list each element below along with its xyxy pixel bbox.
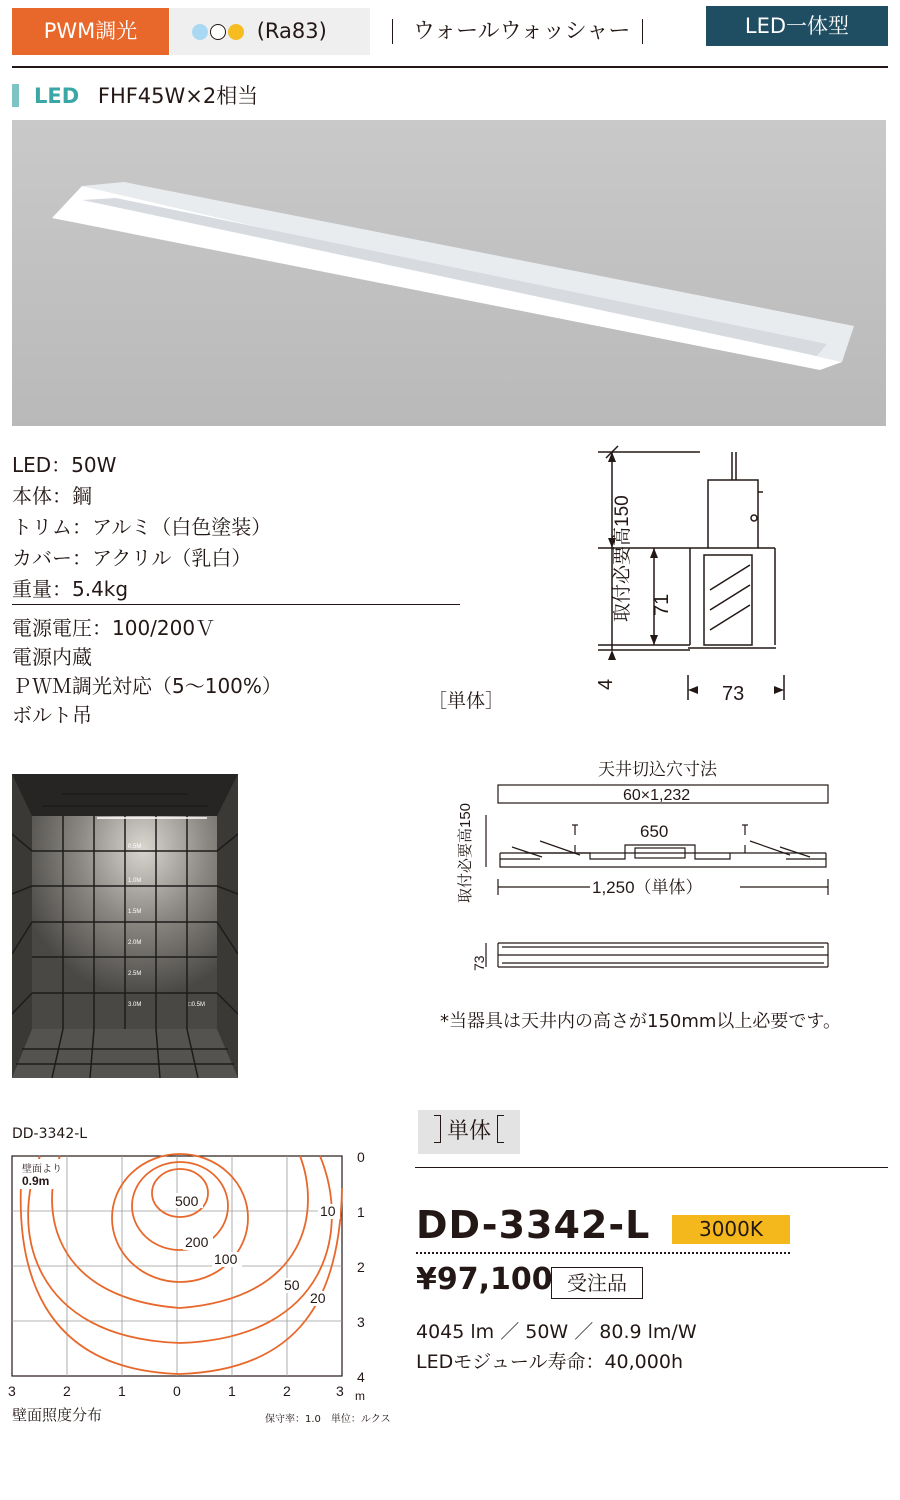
spec-item: トリム：アルミ（白色塗装） (12, 515, 272, 539)
x-unit: m (355, 1389, 365, 1403)
x-tick: 3 (336, 1383, 344, 1399)
x-tick: 3 (8, 1383, 16, 1399)
dim-4: 4 (595, 678, 617, 690)
plan-length: 1,250（単体） (592, 878, 703, 897)
price: ¥97,100 (416, 1262, 553, 1297)
distance-label: 3.0M (128, 1002, 142, 1008)
x-tick: 2 (283, 1383, 291, 1399)
room-render (12, 774, 238, 1078)
contour-label: 500 (175, 1193, 199, 1209)
from-wall-distance: 0.9m (22, 1174, 50, 1188)
distance-label: 2.0M (128, 940, 142, 946)
order-badge: 受注品 (551, 1267, 643, 1299)
distance-label: 1.5M (128, 909, 142, 915)
lamp-equivalent: LED FHF45W×2相当 (34, 84, 259, 108)
product-photo (12, 120, 886, 426)
power-item: 電源内蔵 (12, 645, 92, 669)
spec-divider (12, 604, 460, 605)
x-tick: 0 (173, 1383, 181, 1399)
x-tick: 1 (228, 1383, 236, 1399)
plan-width-label: 73 (471, 955, 487, 971)
y-tick: 4 (357, 1369, 365, 1385)
model-number: DD-3342-L (416, 1203, 651, 1247)
unit-label: ［単体］ (428, 690, 505, 712)
diagram-model: DD-3342-L (12, 1126, 88, 1142)
power-item: ボルト吊 (12, 703, 92, 727)
series-name: ウォールウォッシャー (392, 14, 643, 45)
spec-item: 本体：鋼 (12, 484, 92, 508)
grid-scale-label: □0.5M (188, 1002, 205, 1008)
spec-list (12, 450, 271, 605)
from-wall-label: 壁面より (22, 1164, 62, 1175)
product-rule (415, 1167, 888, 1168)
x-tick: 1 (118, 1383, 126, 1399)
contour-label: 20 (310, 1290, 326, 1306)
y-tick: 2 (357, 1259, 365, 1275)
model-divider (416, 1252, 790, 1254)
ceiling-note: *当器具は天井内の高さが150mm以上必要です。 (440, 1011, 841, 1032)
distance-label: 1.0M (128, 878, 142, 884)
section-height-label: 取付必要高150 (612, 495, 633, 622)
maintenance-note: 保守率：1.0 単位：ルクス (265, 1414, 391, 1425)
color-temp-badge: 3000K (672, 1215, 790, 1244)
y-tick: 0 (357, 1149, 365, 1165)
dim-650: 650 (640, 822, 669, 841)
power-list (12, 614, 282, 730)
module-life: LEDモジュール寿命：40,000h (416, 1351, 683, 1373)
ra-value: (Ra83) (256, 19, 327, 43)
warm-color-dot (228, 24, 244, 40)
dimming-tag: PWM調光 (12, 8, 169, 55)
distance-label: 2.5M (128, 971, 142, 977)
illuminance-diagram (0, 1148, 380, 1413)
performance: 4045 lm ／ 50W ／ 80.9 lm/W (416, 1321, 697, 1343)
dim-71: 71 (651, 593, 673, 616)
contour-label: 10 (320, 1203, 336, 1219)
color-temp-dots (170, 8, 370, 55)
y-tick: 1 (357, 1204, 365, 1220)
contour-label: 200 (185, 1234, 209, 1250)
cool-color-dot (192, 24, 208, 40)
spec-item: LED：50W (12, 453, 117, 477)
dim-73: 73 (722, 683, 745, 705)
power-item: ＰＷＭ調光対応（5～100%） (12, 674, 282, 698)
header-rule (12, 66, 888, 68)
plan-height-label: 取付必要高150 (457, 802, 474, 903)
diagram-title: 壁面照度分布 (12, 1406, 103, 1424)
power-item: 電源電圧：100/200Ｖ (12, 616, 216, 640)
distance-label: 0.5M (128, 844, 142, 850)
section-drawing (580, 440, 800, 710)
unit-section-tag: 単体 (418, 1110, 520, 1154)
contour-label: 100 (214, 1251, 238, 1267)
cutout-title: 天井切込穴寸法 (598, 760, 717, 779)
cutout-size: 60×1,232 (623, 787, 691, 804)
neutral-color-dot (210, 24, 226, 40)
spec-item: カバー：アクリル（乳白） (12, 546, 252, 570)
x-tick: 2 (63, 1383, 71, 1399)
y-tick: 3 (357, 1314, 365, 1330)
type-tag: LED一体型 (706, 6, 888, 46)
contour-label: 50 (284, 1277, 300, 1293)
spec-item: 重量：5.4kg (12, 577, 129, 601)
plan-drawing (450, 755, 840, 980)
